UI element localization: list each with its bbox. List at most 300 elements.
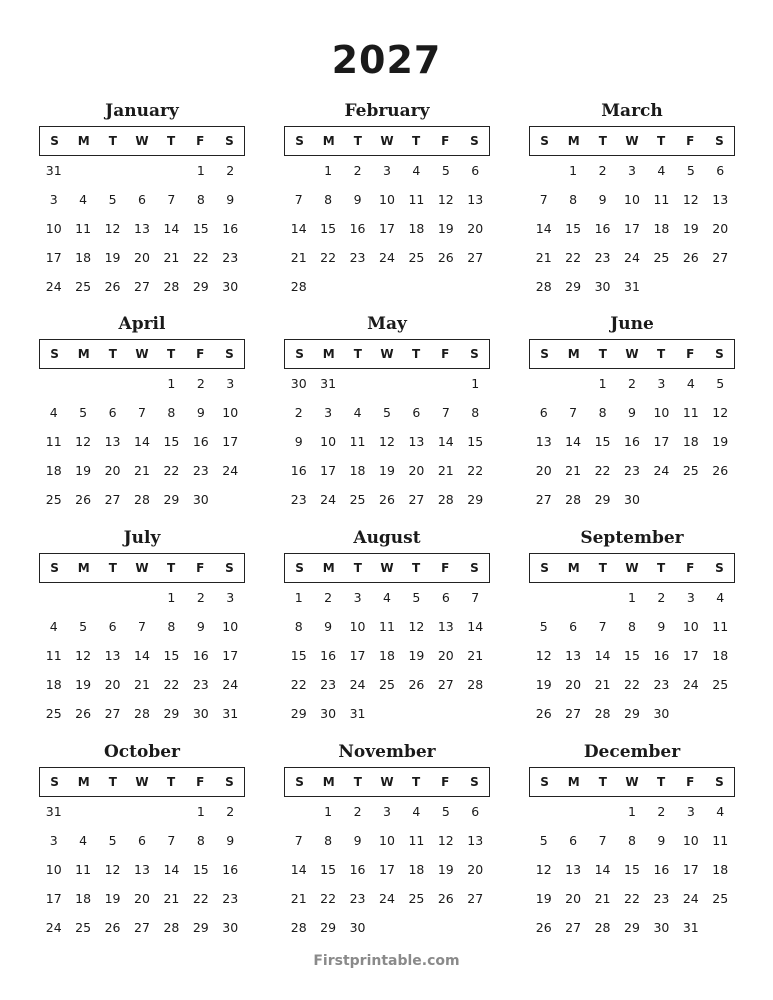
week-row (529, 670, 735, 699)
day-cell: 21 (594, 891, 611, 906)
weekday-label: T (598, 561, 607, 575)
day-cell: 18 (45, 463, 62, 478)
weekday-label: S (540, 561, 549, 575)
day-grid (284, 797, 490, 942)
day-cell (284, 156, 313, 185)
weekday-label: T (657, 347, 666, 361)
day-cell: 10 (45, 862, 62, 877)
weekday-label: S (470, 775, 479, 789)
day-cell: 3 (49, 192, 58, 207)
day-cell: 27 (134, 920, 150, 935)
day-cell: 20 (104, 677, 121, 692)
day-cell: 13 (437, 619, 454, 634)
weekday-label: S (225, 775, 234, 789)
day-cell: 23 (653, 891, 670, 906)
day-cell: 10 (682, 833, 699, 848)
day-cell: 11 (712, 619, 729, 634)
day-cell: 18 (45, 677, 62, 692)
weekday-label: F (686, 561, 695, 575)
day-cell: 19 (104, 891, 121, 906)
day-cell: 14 (134, 434, 150, 449)
month-name: July (123, 528, 161, 548)
day-cell: 2 (226, 804, 235, 819)
day-cell: 13 (408, 434, 425, 449)
day-cell: 8 (167, 619, 176, 634)
week-row (39, 855, 245, 884)
day-cell: 21 (594, 677, 611, 692)
day-cell: 16 (594, 221, 611, 236)
day-cell (284, 797, 313, 826)
day-cell: 30 (653, 920, 670, 935)
month-name: April (118, 314, 166, 334)
day-cell: 10 (379, 192, 395, 207)
day-cell (529, 369, 558, 398)
day-cell: 19 (379, 463, 395, 478)
day-cell: 19 (437, 221, 454, 236)
day-cell: 23 (349, 891, 366, 906)
day-cell: 26 (535, 920, 552, 935)
week-row (284, 699, 490, 728)
day-cell: 22 (594, 463, 611, 478)
day-cell: 18 (75, 250, 92, 265)
day-cell: 6 (569, 833, 578, 848)
day-cell: 4 (657, 163, 666, 178)
day-cell: 1 (324, 804, 333, 819)
weekday-label: S (715, 561, 724, 575)
weekday-label: T (167, 347, 176, 361)
day-cell: 25 (682, 463, 699, 478)
day-cell: 11 (682, 405, 699, 420)
weekday-label: F (441, 561, 450, 575)
day-cell: 30 (290, 376, 307, 391)
day-cell: 28 (134, 706, 150, 721)
weekday-label: M (322, 561, 335, 575)
week-row (39, 884, 245, 913)
day-cell: 19 (682, 221, 699, 236)
week-row (529, 583, 735, 612)
weekday-label: W (135, 775, 149, 789)
week-row (529, 156, 735, 185)
weekday-header (284, 126, 490, 156)
weekday-label: M (567, 561, 580, 575)
weekday-label: T (108, 561, 117, 575)
day-cell (68, 369, 97, 398)
day-cell: 24 (349, 677, 366, 692)
day-cell: 17 (682, 862, 699, 877)
week-row (39, 797, 245, 826)
week-row (284, 884, 490, 913)
day-grid (39, 156, 245, 301)
day-cell: 17 (320, 463, 337, 478)
day-cell: 23 (349, 250, 366, 265)
weekday-label: S (295, 775, 304, 789)
day-cell: 2 (196, 590, 205, 605)
day-cell (127, 583, 156, 612)
day-cell (588, 797, 617, 826)
day-cell: 14 (594, 862, 611, 877)
week-row (284, 797, 490, 826)
day-cell: 17 (45, 250, 62, 265)
weekday-header (529, 553, 735, 583)
day-cell (402, 913, 431, 942)
day-cell: 15 (565, 221, 582, 236)
weekday-label: T (412, 561, 421, 575)
weekday-label: S (470, 134, 479, 148)
day-cell (588, 583, 617, 612)
day-cell: 2 (324, 590, 333, 605)
day-cell: 28 (467, 677, 484, 692)
weekday-header (39, 339, 245, 369)
day-cell: 19 (712, 434, 729, 449)
day-cell: 30 (594, 279, 611, 294)
week-row (529, 427, 735, 456)
week-row (284, 913, 490, 942)
week-row (529, 485, 735, 514)
day-cell: 22 (163, 463, 180, 478)
day-cell: 22 (624, 891, 640, 906)
weekday-label: T (167, 561, 176, 575)
day-cell (461, 699, 490, 728)
day-cell (127, 156, 156, 185)
day-cell: 22 (624, 677, 640, 692)
day-grid (39, 369, 245, 514)
month-name: January (105, 101, 179, 121)
weekday-label: S (715, 347, 724, 361)
day-cell: 18 (75, 891, 92, 906)
weekday-label: F (196, 347, 205, 361)
day-cell: 20 (535, 463, 552, 478)
weekday-label: S (470, 561, 479, 575)
week-row (284, 156, 490, 185)
day-cell (313, 272, 342, 301)
day-cell: 3 (353, 590, 362, 605)
day-cell (68, 583, 97, 612)
day-cell: 13 (104, 434, 121, 449)
day-grid (529, 797, 735, 942)
day-cell: 3 (383, 804, 391, 819)
day-cell: 26 (437, 891, 454, 906)
weekday-label: W (380, 561, 394, 575)
day-cell (343, 272, 372, 301)
day-cell: 20 (712, 221, 729, 236)
day-cell: 21 (565, 463, 582, 478)
day-cell (98, 369, 127, 398)
day-cell (431, 913, 460, 942)
week-row (39, 583, 245, 612)
day-cell: 1 (628, 590, 636, 605)
weekday-label: T (353, 347, 362, 361)
weekday-header (529, 339, 735, 369)
day-cell: 27 (467, 250, 484, 265)
day-cell: 19 (75, 677, 92, 692)
day-cell: 4 (49, 619, 58, 634)
day-cell: 4 (412, 163, 421, 178)
day-cell: 13 (104, 648, 121, 663)
day-cell (372, 913, 401, 942)
day-cell: 22 (467, 463, 484, 478)
day-cell: 11 (712, 833, 729, 848)
day-cell: 15 (163, 648, 180, 663)
week-row (284, 670, 490, 699)
day-cell: 1 (471, 376, 480, 391)
day-cell: 5 (539, 619, 548, 634)
day-cell: 6 (441, 590, 450, 605)
month-name: August (353, 528, 421, 548)
weekday-label: T (167, 775, 176, 789)
week-row (39, 398, 245, 427)
week-row (39, 156, 245, 185)
weekday-label: F (196, 775, 205, 789)
day-cell: 20 (104, 463, 121, 478)
day-cell: 28 (565, 492, 582, 507)
week-row (529, 398, 735, 427)
weekday-label: W (625, 347, 639, 361)
day-cell: 25 (45, 492, 62, 507)
weekday-label: W (625, 561, 639, 575)
day-cell: 23 (290, 492, 307, 507)
weekday-label: S (50, 775, 59, 789)
day-grid (529, 156, 735, 301)
day-cell: 10 (320, 434, 337, 449)
day-cell: 8 (294, 619, 303, 634)
day-grid (529, 369, 735, 514)
day-cell: 8 (196, 192, 205, 207)
day-cell: 19 (408, 648, 425, 663)
day-cell: 3 (226, 590, 235, 605)
day-cell: 6 (569, 619, 578, 634)
day-cell: 6 (471, 163, 480, 178)
day-cell: 4 (353, 405, 362, 420)
weekday-label: S (540, 775, 549, 789)
day-cell: 1 (196, 804, 205, 819)
day-cell: 28 (163, 279, 180, 294)
day-cell: 24 (682, 677, 699, 692)
day-cell: 3 (383, 163, 391, 178)
day-cell: 28 (594, 706, 611, 721)
day-cell: 24 (45, 279, 62, 294)
day-cell: 14 (290, 221, 307, 236)
day-grid (39, 797, 245, 942)
weekday-label: S (295, 561, 304, 575)
day-cell: 6 (539, 405, 548, 420)
weekday-label: T (598, 347, 607, 361)
day-cell (676, 485, 705, 514)
day-cell: 27 (104, 706, 121, 721)
day-cell: 30 (320, 706, 337, 721)
day-cell: 4 (383, 590, 391, 605)
day-cell: 6 (108, 619, 117, 634)
day-cell: 2 (226, 163, 235, 178)
day-cell: 29 (320, 920, 337, 935)
weekday-label: M (322, 775, 335, 789)
day-cell: 12 (75, 648, 92, 663)
day-cell: 1 (196, 163, 205, 178)
weekday-label: W (380, 775, 394, 789)
day-cell: 10 (349, 619, 366, 634)
day-cell: 19 (437, 862, 454, 877)
day-cell: 7 (138, 405, 146, 420)
day-cell (431, 272, 460, 301)
day-cell: 18 (408, 221, 425, 236)
day-grid (284, 583, 490, 728)
day-cell: 5 (79, 619, 88, 634)
day-cell: 11 (45, 648, 62, 663)
day-cell: 26 (75, 492, 92, 507)
day-cell: 10 (624, 192, 640, 207)
weekday-label: T (412, 347, 421, 361)
week-row (529, 272, 735, 301)
day-cell: 7 (294, 833, 303, 848)
day-cell: 18 (712, 648, 729, 663)
day-cell: 20 (565, 891, 582, 906)
day-cell: 25 (653, 250, 670, 265)
day-cell: 10 (222, 619, 239, 634)
day-cell (372, 369, 401, 398)
day-cell: 30 (222, 920, 239, 935)
day-cell: 26 (437, 250, 454, 265)
day-cell: 17 (222, 648, 239, 663)
day-cell: 23 (653, 677, 670, 692)
weekday-label: T (167, 134, 176, 148)
day-cell: 19 (104, 250, 121, 265)
month-name: March (601, 101, 663, 121)
day-cell: 15 (594, 434, 611, 449)
day-cell: 16 (624, 434, 640, 449)
weekday-label: W (380, 347, 394, 361)
day-cell: 23 (222, 891, 239, 906)
day-cell: 22 (163, 677, 180, 692)
weekday-label: F (686, 775, 695, 789)
week-row (39, 913, 245, 942)
day-cell: 11 (75, 862, 92, 877)
weekday-label: F (686, 134, 695, 148)
day-cell: 21 (437, 463, 454, 478)
day-cell (431, 699, 460, 728)
day-cell: 20 (437, 648, 454, 663)
day-cell: 24 (320, 492, 337, 507)
day-cell: 26 (408, 677, 425, 692)
day-cell: 11 (379, 619, 395, 634)
day-cell (98, 797, 127, 826)
week-row (529, 884, 735, 913)
day-cell: 9 (353, 192, 362, 207)
day-cell: 2 (657, 804, 666, 819)
day-cell: 10 (379, 833, 395, 848)
day-cell: 18 (349, 463, 366, 478)
day-cell (216, 485, 245, 514)
weekday-label: M (77, 775, 90, 789)
day-cell: 21 (163, 250, 180, 265)
day-cell (676, 272, 705, 301)
day-cell: 7 (167, 192, 176, 207)
weekday-label: M (322, 347, 335, 361)
day-cell: 14 (163, 862, 180, 877)
day-cell: 26 (104, 279, 121, 294)
day-cell: 11 (349, 434, 366, 449)
week-row (284, 272, 490, 301)
day-cell: 2 (196, 376, 205, 391)
day-cell: 12 (75, 434, 92, 449)
day-cell (529, 797, 558, 826)
day-cell: 24 (379, 250, 395, 265)
weekday-label: M (77, 561, 90, 575)
weekday-header (39, 767, 245, 797)
day-cell: 23 (222, 250, 239, 265)
day-cell: 16 (222, 862, 239, 877)
day-cell: 30 (624, 492, 640, 507)
day-cell: 12 (379, 434, 395, 449)
day-cell: 24 (624, 250, 640, 265)
weekday-header (284, 339, 490, 369)
day-cell: 5 (686, 163, 695, 178)
day-cell: 26 (535, 706, 552, 721)
weekday-label: M (567, 775, 580, 789)
day-cell: 21 (134, 463, 150, 478)
day-cell: 9 (657, 619, 666, 634)
week-row (284, 214, 490, 243)
weekday-label: T (657, 775, 666, 789)
day-cell: 25 (75, 920, 92, 935)
day-cell: 22 (290, 677, 307, 692)
day-cell: 4 (49, 405, 58, 420)
weekday-header (39, 126, 245, 156)
day-cell (706, 913, 735, 942)
day-cell: 3 (657, 376, 666, 391)
day-cell: 16 (192, 648, 209, 663)
weekday-label: T (412, 134, 421, 148)
day-cell: 11 (75, 221, 92, 236)
month-name: November (338, 742, 436, 762)
week-row (39, 369, 245, 398)
day-cell (127, 369, 156, 398)
day-cell: 15 (467, 434, 484, 449)
day-cell: 27 (437, 677, 454, 692)
weekday-label: T (657, 561, 666, 575)
weekday-label: M (77, 347, 90, 361)
week-row (529, 243, 735, 272)
day-cell: 21 (290, 891, 307, 906)
weekday-label: S (50, 561, 59, 575)
day-cell: 15 (320, 862, 337, 877)
day-cell: 24 (653, 463, 670, 478)
day-cell: 31 (349, 706, 366, 721)
day-cell (127, 797, 156, 826)
week-row (529, 699, 735, 728)
week-row (39, 485, 245, 514)
day-cell: 27 (408, 492, 425, 507)
week-row (284, 398, 490, 427)
day-cell: 19 (535, 891, 552, 906)
weekday-header (39, 553, 245, 583)
day-cell: 15 (290, 648, 307, 663)
day-cell: 28 (134, 492, 150, 507)
weekday-label: F (196, 561, 205, 575)
weekday-label: W (135, 561, 149, 575)
day-cell: 22 (565, 250, 582, 265)
day-cell: 17 (653, 434, 670, 449)
weekday-label: W (625, 775, 639, 789)
weekday-label: S (540, 134, 549, 148)
day-cell: 9 (657, 833, 666, 848)
day-cell: 9 (196, 405, 205, 420)
weekday-label: W (135, 347, 149, 361)
day-cell: 6 (138, 833, 146, 848)
day-cell: 2 (598, 163, 607, 178)
day-cell: 15 (192, 862, 209, 877)
weekday-label: T (108, 775, 117, 789)
day-cell: 18 (682, 434, 699, 449)
day-cell: 17 (379, 221, 395, 236)
